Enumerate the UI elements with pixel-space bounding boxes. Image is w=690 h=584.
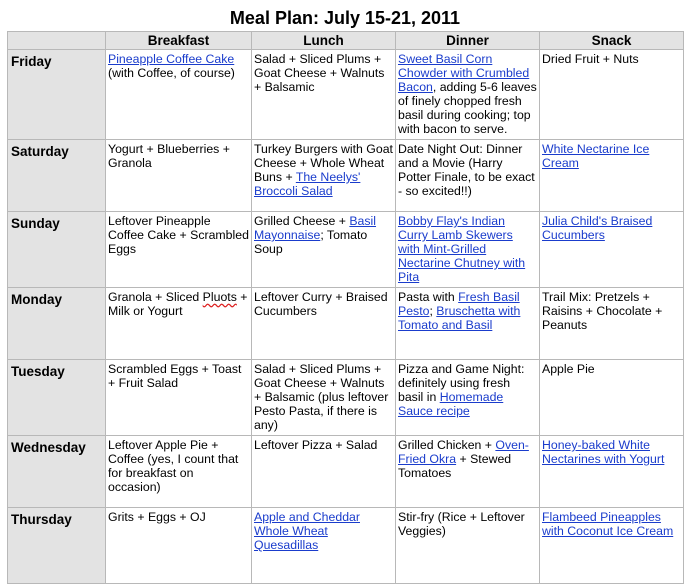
cell-snack (540, 360, 684, 436)
cell-breakfast (106, 212, 252, 288)
cell-breakfast (106, 288, 252, 360)
day-label: Friday (8, 50, 106, 140)
cell-text: Trail Mix: Pretzels + Raisins + Chocolate + Peanuts (542, 290, 663, 332)
cell-snack (540, 140, 684, 212)
cell-text: Leftover Apple Pie + Coffee (yes, I count that for breakfast on occasion) (108, 438, 239, 494)
recipe-link[interactable]: Bobby Flay's Indian Curry Lamb Skewers with Mint-Grilled Nectarine Chutney with Pita (398, 214, 526, 284)
cell-dinner (396, 140, 540, 212)
recipe-link[interactable]: Sweet Basil Corn Chowder with Crumbled Bacon (398, 52, 530, 94)
cell-lunch (252, 140, 396, 212)
header-snack: Snack (540, 32, 684, 50)
cell-text: Pizza and Game Night: definitely using fresh basil in (398, 362, 525, 404)
cell-lunch (252, 508, 396, 584)
header-row (8, 32, 684, 50)
recipe-link[interactable]: Basil Mayonnaise (254, 214, 377, 242)
recipe-link[interactable]: Homemade Sauce recipe (398, 390, 504, 418)
day-label: Sunday (8, 212, 106, 288)
cell-dinner (396, 288, 540, 360)
cell-text: Granola + Sliced (108, 290, 203, 304)
cell-lunch (252, 212, 396, 288)
meal-plan-table (7, 31, 684, 584)
cell-text: Salad + Sliced Plums + Goat Cheese + Walnuts + Balsamic (plus leftover Pesto Pasta, if there is any) (254, 362, 389, 432)
cell-text: Leftover Curry + Braised Cucumbers (254, 290, 388, 318)
recipe-link[interactable]: Fresh Basil Pesto (398, 290, 520, 318)
misspelled-word: Pluots (202, 290, 237, 304)
cell-text: Salad + Sliced Plums + Goat Cheese + Walnuts + Balsamic (254, 52, 385, 94)
cell-text: Stir-fry (Rice + Leftover Veggies) (398, 510, 525, 538)
cell-lunch (252, 50, 396, 140)
cell-text: Scrambled Eggs + Toast + Fruit Salad (108, 362, 242, 390)
table-row (8, 212, 684, 288)
cell-text: Dried Fruit + Nuts (542, 52, 639, 66)
header-breakfast: Breakfast (106, 32, 252, 50)
recipe-link[interactable]: Honey-baked White Nectarines with Yogurt (542, 438, 665, 466)
header-dinner: Dinner (396, 32, 540, 50)
day-label: Wednesday (8, 436, 106, 508)
day-label: Thursday (8, 508, 106, 584)
header-lunch: Lunch (252, 32, 396, 50)
recipe-link[interactable]: Apple and Cheddar Whole Wheat Quesadillas (254, 510, 360, 552)
recipe-link[interactable]: Julia Child's Braised Cucumbers (542, 214, 653, 242)
cell-dinner (396, 508, 540, 584)
cell-text: Grilled Cheese + (254, 214, 350, 228)
cell-text: Yogurt + Blueberries + Granola (108, 142, 230, 170)
cell-snack (540, 436, 684, 508)
cell-text: Pasta with (398, 290, 459, 304)
recipe-link[interactable]: Pineapple Coffee Cake (108, 52, 235, 66)
cell-text: Leftover Pineapple Coffee Cake + Scrambled Eggs (108, 214, 249, 256)
cell-text: , adding 5-6 leaves of finely chopped fresh basil during cooking; top with bacon to serve. (398, 80, 537, 136)
recipe-link[interactable]: Bruschetta with Tomato and Basil (398, 304, 521, 332)
cell-text: Grilled Chicken + (398, 438, 496, 452)
recipe-link[interactable]: White Nectarine Ice Cream (542, 142, 650, 170)
cell-breakfast (106, 140, 252, 212)
day-label: Tuesday (8, 360, 106, 436)
cell-breakfast (106, 508, 252, 584)
cell-text: + Milk or Yogurt (108, 290, 248, 318)
cell-text: Turkey Burgers with Goat Cheese + Whole Wheat Buns + (254, 142, 393, 184)
table-row (8, 436, 684, 508)
cell-text: Date Night Out: Dinner and a Movie (Harry Potter Finale, to be exact - so excited!!) (398, 142, 535, 198)
recipe-link[interactable]: Oven-Fried Okra (398, 438, 529, 466)
cell-text: ; (429, 304, 437, 318)
day-label: Monday (8, 288, 106, 360)
cell-snack (540, 288, 684, 360)
cell-text: Apple Pie (542, 362, 595, 376)
cell-dinner (396, 360, 540, 436)
cell-lunch (252, 436, 396, 508)
cell-text: Grits + Eggs + OJ (108, 510, 206, 524)
cell-text: ; Tomato Soup (254, 228, 368, 256)
cell-text: Leftover Pizza + Salad (254, 438, 378, 452)
cell-snack (540, 508, 684, 584)
table-row (8, 360, 684, 436)
table-row (8, 508, 684, 584)
cell-breakfast (106, 360, 252, 436)
cell-lunch (252, 360, 396, 436)
cell-lunch (252, 288, 396, 360)
table-row (8, 50, 684, 140)
table-row (8, 140, 684, 212)
cell-dinner (396, 212, 540, 288)
cell-snack (540, 50, 684, 140)
cell-breakfast (106, 50, 252, 140)
table-row (8, 288, 684, 360)
cell-breakfast (106, 436, 252, 508)
header-corner (8, 32, 106, 50)
recipe-link[interactable]: Flambeed Pineapples with Coconut Ice Cream (542, 510, 674, 538)
cell-dinner (396, 50, 540, 140)
recipe-link[interactable]: The Neelys' Broccoli Salad (254, 170, 361, 198)
cell-text: (with Coffee, of course) (108, 66, 235, 80)
page-title: Meal Plan: July 15-21, 2011 (229, 8, 461, 28)
day-label: Saturday (8, 140, 106, 212)
cell-dinner (396, 436, 540, 508)
cell-text: + Stewed Tomatoes (398, 452, 512, 480)
cell-snack (540, 212, 684, 288)
